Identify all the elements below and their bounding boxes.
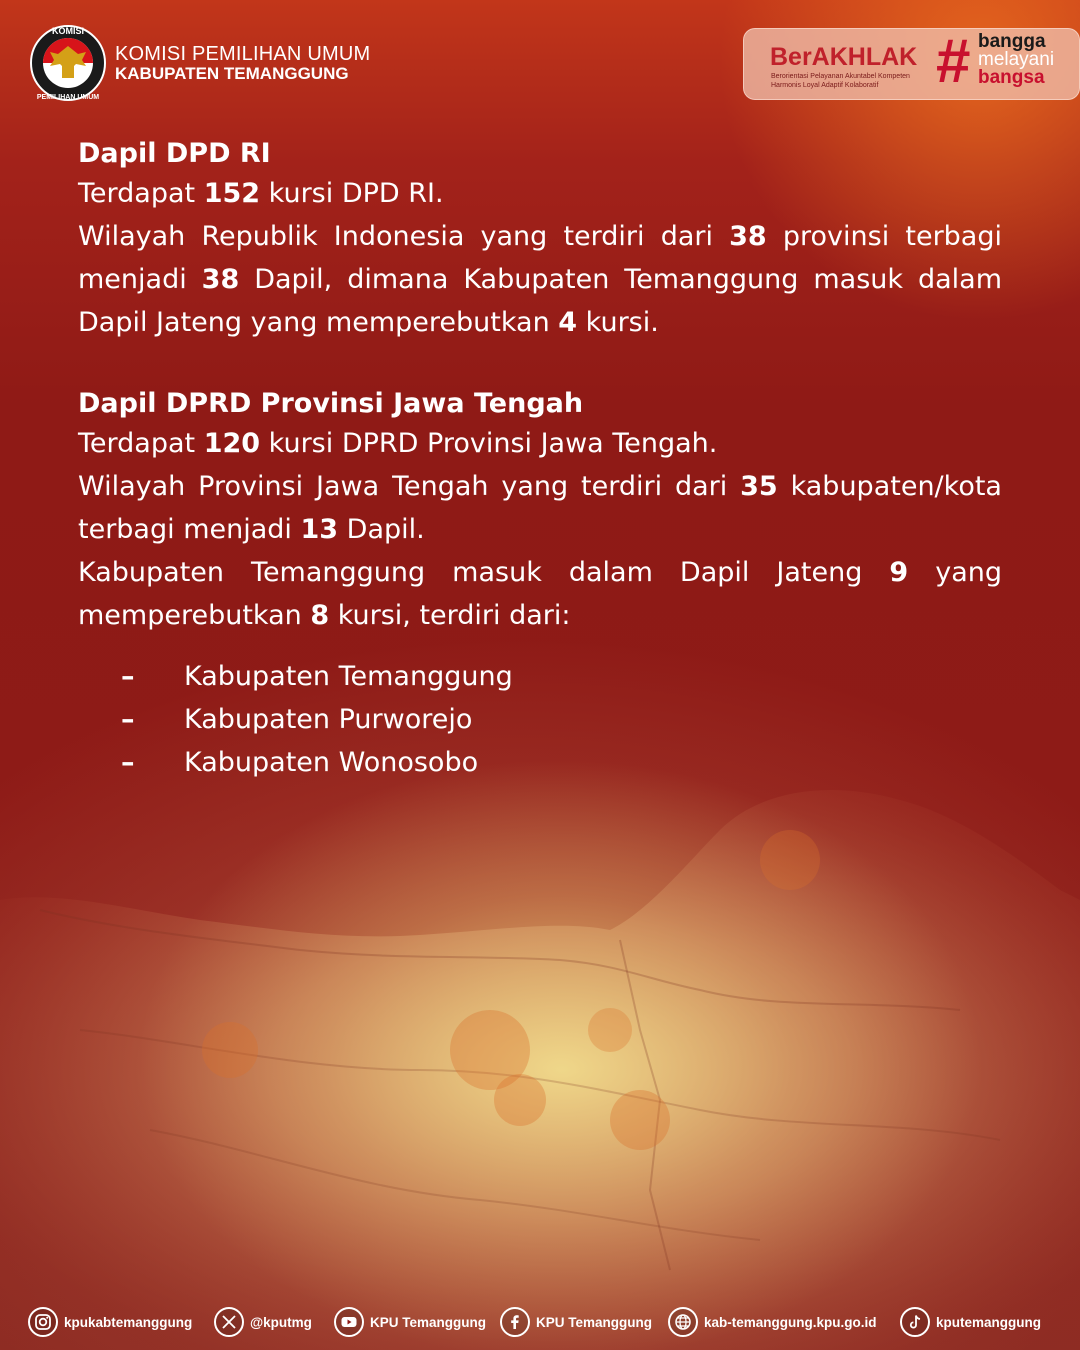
tag-melayani: melayani xyxy=(978,49,1055,70)
dprd-paragraph-1 xyxy=(78,422,1002,465)
instagram-link[interactable] xyxy=(28,1305,192,1339)
text: Dapil, dimana Kabupaten Temanggung masuk dalam Dapil Jateng yang memperebutkan xyxy=(78,264,1003,338)
logo-ring-top: KOMISI xyxy=(51,26,85,36)
list-item xyxy=(78,655,1002,698)
kpu-logo xyxy=(30,22,106,104)
social-footer xyxy=(28,1305,1068,1339)
website-link[interactable] xyxy=(668,1305,877,1339)
dprd-seat-count: 120 xyxy=(203,428,261,459)
tiktok-handle: kputemanggung xyxy=(936,1314,1041,1330)
tag-bangga: bangga xyxy=(978,31,1046,52)
x-link[interactable] xyxy=(214,1305,312,1339)
dpd-paragraph-1 xyxy=(78,172,1002,215)
dash-bullet: – xyxy=(121,661,135,692)
dprd-title: Dapil DPRD Provinsi Jawa Tengah xyxy=(78,388,584,419)
tiktok-link[interactable] xyxy=(900,1305,1041,1339)
organization-name xyxy=(115,44,370,84)
main-content xyxy=(78,136,1002,784)
text: provinsi terbagi menjadi xyxy=(78,221,1002,295)
facebook-link[interactable] xyxy=(500,1305,652,1339)
tag-bangsa: bangsa xyxy=(978,67,1045,88)
youtube-channel: KPU Temanggung xyxy=(370,1314,486,1330)
text: Kabupaten Temanggung masuk dalam Dapil Jateng xyxy=(78,557,890,588)
instagram-handle: kpukabtemanggung xyxy=(64,1314,193,1330)
text: kursi. xyxy=(577,307,659,338)
text: kursi DPRD Provinsi Jawa Tengah. xyxy=(260,428,718,459)
text: yang memperebutkan xyxy=(78,557,1003,631)
dpd-paragraph-2 xyxy=(78,215,1002,344)
berakhlak-sub-1: Berorientasi Pelayanan Akuntabel Kompeten xyxy=(771,73,910,80)
dapil-number: 9 xyxy=(889,557,909,588)
dapil-seat-count: 8 xyxy=(310,600,330,631)
youtube-link[interactable] xyxy=(334,1305,486,1339)
text: Wilayah Provinsi Jawa Tengah yang terdiri dari xyxy=(78,471,741,502)
text: Wilayah Republik Indonesia yang terdiri dari xyxy=(78,221,730,252)
dprd-paragraph-3 xyxy=(78,551,1002,637)
list-item-label: Kabupaten Temanggung xyxy=(184,661,513,692)
website-url: kab-temanggung.kpu.go.id xyxy=(704,1314,877,1330)
text: Terdapat xyxy=(78,178,204,209)
text: Terdapat xyxy=(78,428,204,459)
berakhlak-subtitle xyxy=(771,72,941,90)
x-icon xyxy=(214,1307,244,1337)
list-item xyxy=(78,741,1002,784)
text: kursi, terdiri dari: xyxy=(329,600,571,631)
dprd-paragraph-2 xyxy=(78,465,1002,551)
dapil-count: 38 xyxy=(201,264,240,295)
jateng-seat-count: 4 xyxy=(558,307,578,338)
text: kabupaten/kota terbagi menjadi xyxy=(78,471,1002,545)
dash-bullet: – xyxy=(121,747,135,778)
dpd-seat-count: 152 xyxy=(203,178,261,209)
logo-ring-bottom: PEMILIHAN UMUM xyxy=(36,94,100,101)
dash-bullet: – xyxy=(121,704,135,735)
org-line-1: KOMISI PEMILIHAN UMUM xyxy=(115,43,371,65)
list-item-label: Kabupaten Wonosobo xyxy=(184,747,479,778)
x-handle: @kputmg xyxy=(250,1314,312,1330)
dprd-dapil-count: 13 xyxy=(300,514,339,545)
hashtag-symbol: # xyxy=(936,27,971,96)
bangga-melayani-bangsa xyxy=(978,33,1054,87)
instagram-icon xyxy=(28,1307,58,1337)
berakhlak-sub-2: Harmonis Loyal Adaptif Kolaboratif xyxy=(771,82,879,89)
youtube-icon xyxy=(334,1307,364,1337)
berakhlak-badge xyxy=(743,28,1080,100)
globe-icon xyxy=(668,1307,698,1337)
org-line-2: KABUPATEN TEMANGGUNG xyxy=(115,64,349,83)
regency-list xyxy=(78,655,1002,784)
text: Dapil. xyxy=(338,514,425,545)
tiktok-icon xyxy=(900,1307,930,1337)
dpd-title: Dapil DPD RI xyxy=(78,138,271,169)
regency-count: 35 xyxy=(740,471,778,502)
province-count: 38 xyxy=(729,221,767,252)
list-item xyxy=(78,698,1002,741)
facebook-icon xyxy=(500,1307,530,1337)
text: kursi DPD RI. xyxy=(260,178,444,209)
central-java-map-background xyxy=(0,770,1080,1350)
list-item-label: Kabupaten Purworejo xyxy=(184,704,473,735)
berakhlak-word: BerAKHLAK xyxy=(770,43,918,71)
facebook-page: KPU Temanggung xyxy=(536,1314,652,1330)
